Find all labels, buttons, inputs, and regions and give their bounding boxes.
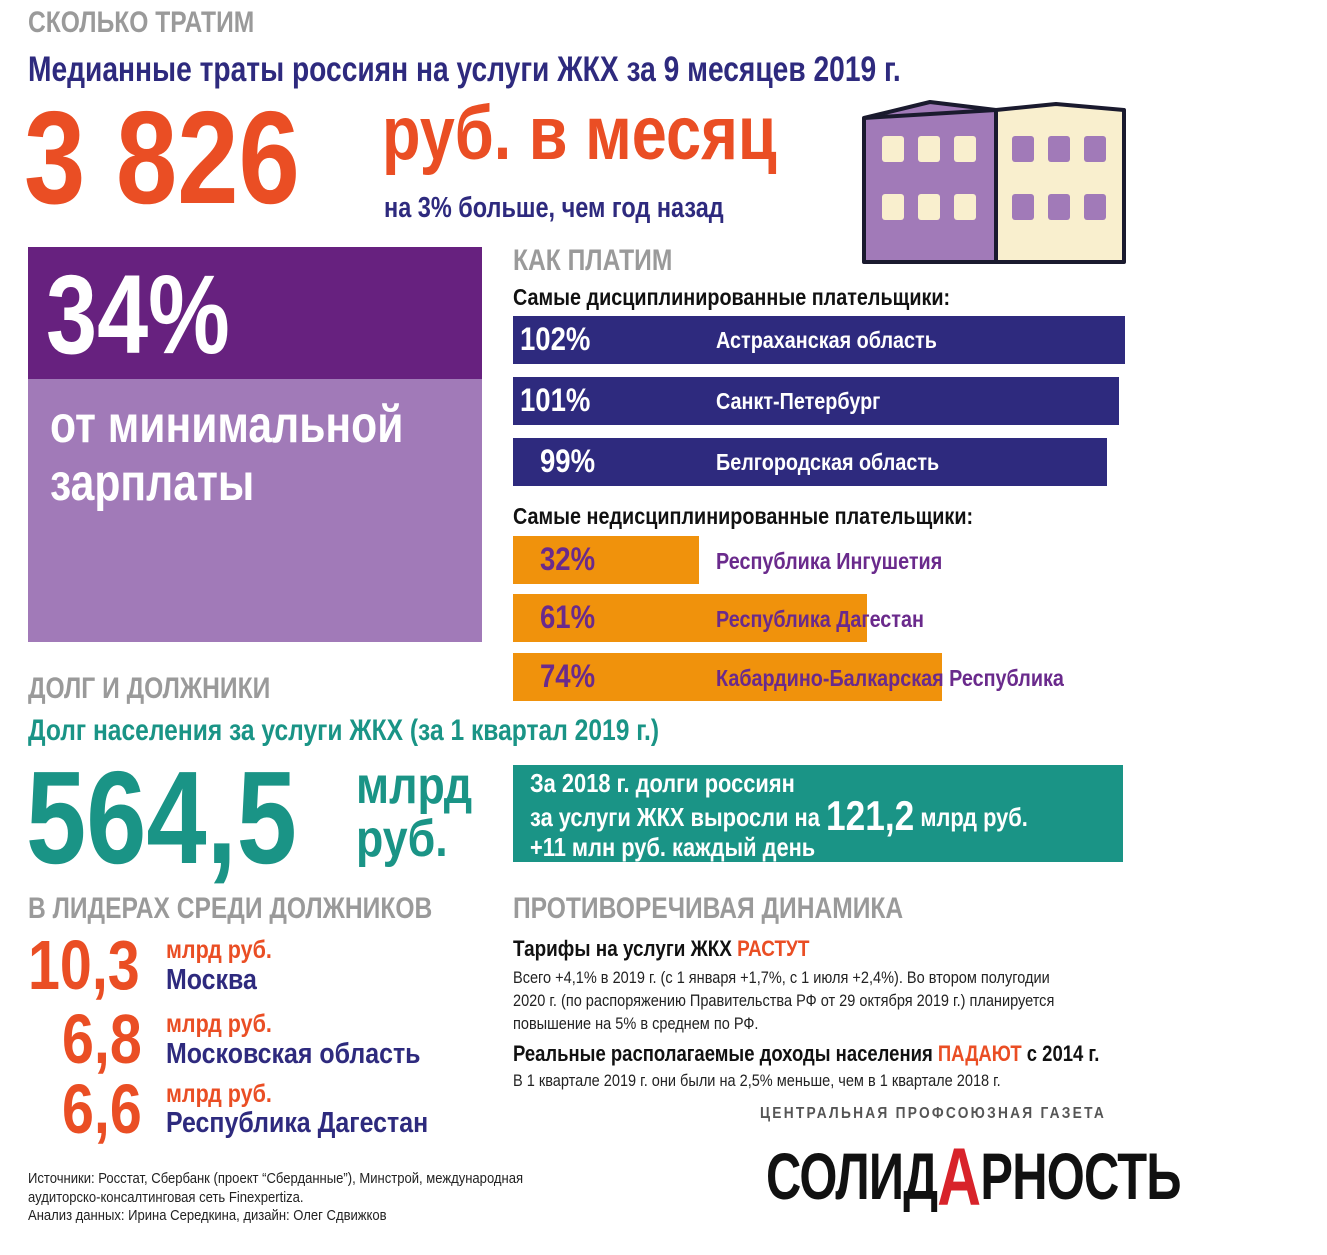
section-label-dynamics: ПРОТИВОРЕЧИВАЯ ДИНАМИКА <box>513 892 904 925</box>
income-title: Реальные располагаемые доходы населения ПАДАЮТ с 2014 г. <box>513 1041 1100 1066</box>
income-highlight: ПАДАЮТ <box>937 1041 1022 1066</box>
leader-2-unit: млрд руб. <box>166 1010 272 1038</box>
debt-growth-text: За 2018 г. долги россиян за услуги ЖКХ выросли на 121,2 млрд руб. +11 млн руб. каждый день <box>530 768 1028 863</box>
brand-logo-mark: А <box>937 1132 981 1223</box>
leader-3-amount: 6,6 <box>62 1070 142 1148</box>
debt-headline: Долг населения за услуги ЖКХ (за 1 квартал 2019 г.) <box>28 714 660 747</box>
undisciplined-title: Самые недисциплинированные плательщики: <box>513 503 974 529</box>
spend-amount-unit: руб. в месяц <box>382 91 777 176</box>
bar-undisciplined-1-region: Республика Ингушетия <box>716 548 943 574</box>
bar-disciplined-3-region: Белгородская область <box>716 449 940 475</box>
income-text: В 1 квартале 2019 г. они были на 2,5% меньше, чем в 1 квартале 2018 г. <box>513 1071 1001 1090</box>
spend-change: на 3% больше, чем год назад <box>384 192 724 224</box>
leader-2-amount: 6,8 <box>62 1000 142 1078</box>
leader-2-region: Московская область <box>166 1038 421 1070</box>
bar-undisciplined-1-percent: 32% <box>540 541 596 577</box>
section-label-spend: СКОЛЬКО ТРАТИМ <box>28 6 255 39</box>
disciplined-title: Самые дисциплинированные плательщики: <box>513 284 951 310</box>
spend-amount: 3 826 <box>24 84 300 231</box>
section-label-payments: КАК ПЛАТИМ <box>513 244 673 277</box>
bar-undisciplined-3-percent: 74% <box>540 658 596 694</box>
tariffs-highlight: РАСТУТ <box>737 936 810 961</box>
spend-headline: Медианные траты россиян на услуги ЖКХ за 9 месяцев 2019 г. <box>28 50 901 89</box>
tariffs-title: Тарифы на услуги ЖКХ РАСТУТ <box>513 936 810 961</box>
bar-undisciplined-2-percent: 61% <box>540 599 596 635</box>
debt-amount: 564,5 <box>26 744 297 891</box>
section-label-leaders: В ЛИДЕРАХ СРЕДИ ДОЛЖНИКОВ <box>28 892 433 925</box>
brand-logo: СОЛИДАРНОСТЬ <box>766 1132 1181 1223</box>
sources: Источники: Росстат, Сбербанк (проект “Сберданные”), Минстрой, международная аудиторско-консалтинговая сеть Finexpertiza. Анализ данных: Ирина Середкина, дизайн: Олег Сдвижков <box>28 1170 524 1225</box>
leader-3-unit: млрд руб. <box>166 1080 272 1108</box>
min-wage-caption: от минимальной зарплаты <box>50 396 404 513</box>
leader-1-amount: 10,3 <box>28 926 140 1004</box>
section-label-debt: ДОЛГ И ДОЛЖНИКИ <box>28 672 271 705</box>
bar-undisciplined-2-region: Республика Дагестан <box>716 606 924 632</box>
debt-growth-amount: 121,2 <box>825 791 915 839</box>
bar-disciplined-3-percent: 99% <box>540 443 596 479</box>
building-icon <box>860 96 1132 268</box>
bar-disciplined-1-region: Астраханская область <box>716 327 937 353</box>
bar-undisciplined-3-region: Кабардино-Балкарская Республика <box>716 665 1064 691</box>
bar-disciplined-2-region: Санкт-Петербург <box>716 388 881 414</box>
tariffs-text: Всего +4,1% в 2019 г. (с 1 января +1,7%, с 1 июля +2,4%). Во втором полугодии 2020 г. (по распоряжению Правительства РФ от 29 октября 2019 г.) планируется повышение на 5% в среднем по РФ. <box>513 968 1055 1034</box>
leader-3-region: Республика Дагестан <box>166 1107 429 1139</box>
debt-unit: млрд руб. <box>356 757 473 869</box>
leader-1-region: Москва <box>166 964 257 996</box>
bar-disciplined-2-percent: 101% <box>520 382 591 418</box>
bar-disciplined-1-percent: 102% <box>520 321 591 357</box>
brand-tagline: ЦЕНТРАЛЬНАЯ ПРОФСОЮЗНАЯ ГАЗЕТА <box>760 1105 1107 1122</box>
min-wage-percent: 34% <box>46 252 230 377</box>
leader-1-unit: млрд руб. <box>166 936 272 964</box>
